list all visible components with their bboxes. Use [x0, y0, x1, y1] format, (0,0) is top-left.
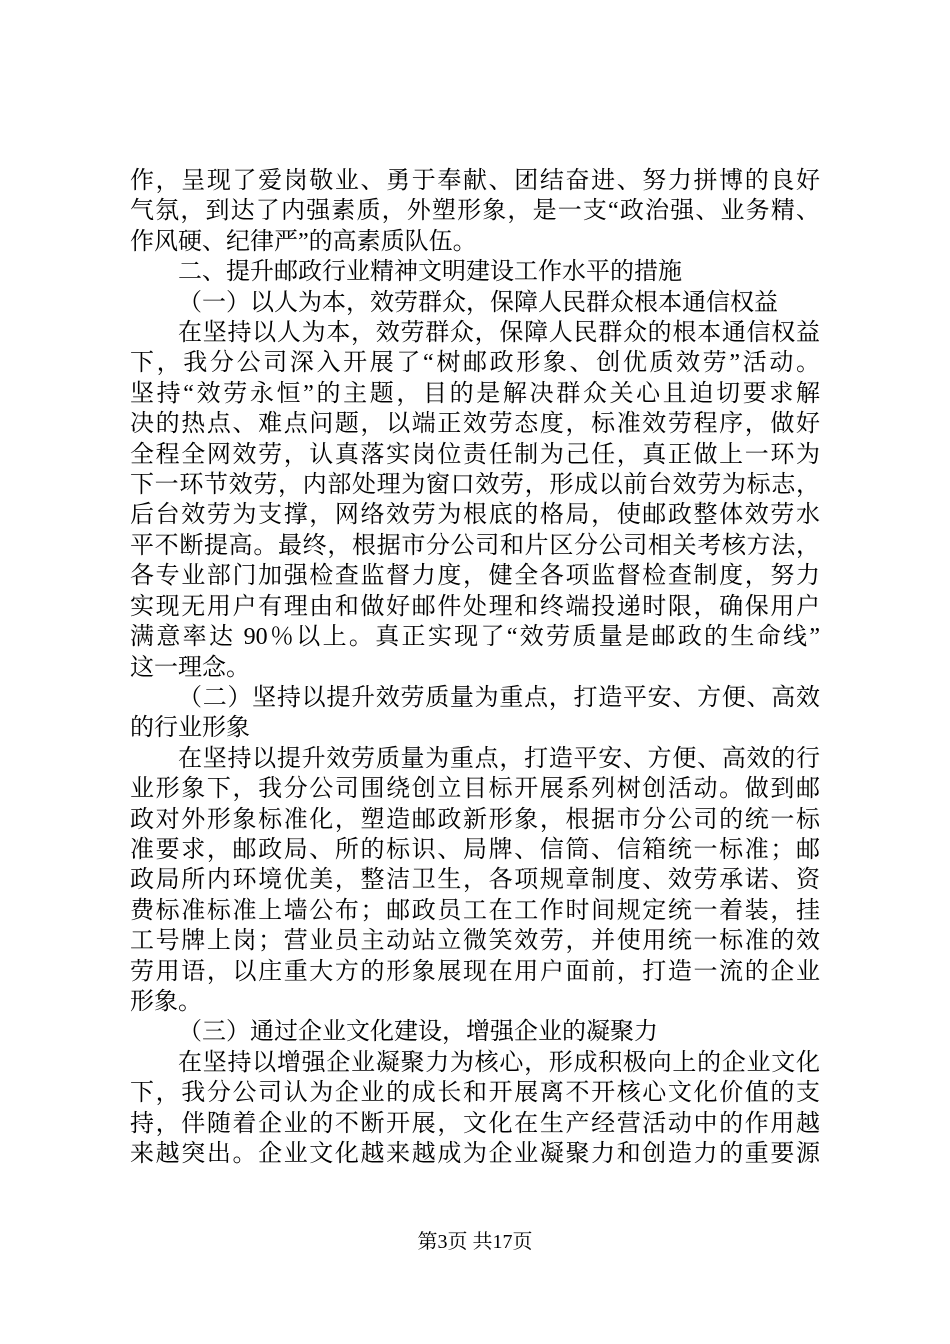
text-line: 各专业部门加强检查监督力度，健全各项监督检查制度，努力: [130, 563, 820, 590]
text-line: 全程全网效劳，认真落实岗位责任制为己任，真正做上一环为: [130, 441, 820, 468]
text-line: 二、提升邮政行业精神文明建设工作水平的措施: [178, 259, 682, 286]
text-line: 在坚持以提升效劳质量为重点，打造平安、方便、高效的行: [178, 745, 820, 772]
paragraph: [130, 257, 820, 287]
text-line: 工号牌上岗；营业员主动站立微笑效劳，并使用统一标准的效: [130, 928, 820, 955]
text-line: 作风硬、纪律严”的高素质队伍。: [130, 228, 477, 255]
text-line: 下，我分公司深入开展了“树邮政形象、创优质效劳”活动。: [130, 350, 820, 377]
text-line: 下，我分公司认为企业的成长和开展离不开核心文化价值的支: [130, 1080, 820, 1107]
text-line: （二）坚持以提升效劳质量为重点，打造平安、方便、高效: [178, 684, 820, 711]
paragraph: [130, 166, 820, 257]
text-line: 下一环节效劳，内部处理为窗口效劳，形成以前台效劳为标志，: [130, 472, 820, 499]
text-line: 坚持“效劳永恒”的主题，目的是解决群众关心且迫切要求解: [130, 380, 820, 407]
text-line: 气氛，到达了内强素质，外塑形象，是一支“政治强、业务精、: [130, 198, 820, 225]
text-line: 劳用语，以庄重大方的形象展现在用户面前，打造一流的企业: [130, 958, 820, 985]
paragraph: [130, 318, 820, 683]
text-line: 准要求，邮政局、所的标识、局牌、信筒、信箱统一标准；邮: [130, 836, 820, 863]
text-line: 满意率达 90％以上。真正实现了“效劳质量是邮政的生命线”: [130, 624, 820, 651]
text-line: 作，呈现了爱岗敬业、勇于奉献、团结奋进、努力拼博的良好: [130, 168, 820, 194]
paragraph: [130, 1017, 820, 1047]
text-line: 来越突出。企业文化越来越成为企业凝聚力和创造力的重要源: [130, 1141, 820, 1167]
text-line: 在坚持以增强企业凝聚力为核心，形成积极向上的企业文化: [178, 1049, 820, 1076]
text-line: 政局所内环境优美，整洁卫生，各项规章制度、效劳承诺、资: [130, 867, 820, 894]
text-line: （三）通过企业文化建设，增强企业的凝聚力: [178, 1019, 658, 1046]
text-line: 决的热点、难点问题，以端正效劳态度，标准效劳程序，做好: [130, 411, 820, 438]
paragraph: [130, 288, 820, 318]
text-line: 在坚持以人为本，效劳群众，保障人民群众的根本通信权益: [178, 320, 820, 347]
page-footer: [0, 1230, 950, 1254]
text-line: （一）以人为本，效劳群众，保障人民群众根本通信权益: [178, 289, 778, 316]
text-line: 后台效劳为支撑，网络效劳为根底的格局，使邮政整体效劳水: [130, 502, 820, 529]
text-line: 这一理念。: [130, 654, 250, 681]
text-line: 业形象下，我分公司围绕创立目标开展系列树创活动。做到邮: [130, 776, 820, 803]
text-line: 政对外形象标准化，塑造邮政新形象，根据市分公司的统一标: [130, 806, 820, 833]
paragraph: [130, 744, 820, 1018]
text-line: 平不断提高。最终，根据市分公司和片区分公司相关考核方法，: [130, 532, 820, 559]
text-line: 形象。: [130, 988, 202, 1015]
paragraph: [130, 683, 820, 744]
text-line: 持，伴随着企业的不断开展，文化在生产经营活动中的作用越: [130, 1110, 820, 1137]
paragraph: [130, 1048, 820, 1170]
page-number: 第3页 共17页: [417, 1231, 533, 1253]
text-line: 费标准标准上墙公布；邮政员工在工作时间规定统一着装，挂: [130, 897, 820, 924]
document-content: [130, 166, 820, 1169]
text-line: 实现无用户有理由和做好邮件处理和终端投递时限，确保用户: [130, 593, 820, 620]
text-line: 的行业形象: [130, 715, 250, 742]
